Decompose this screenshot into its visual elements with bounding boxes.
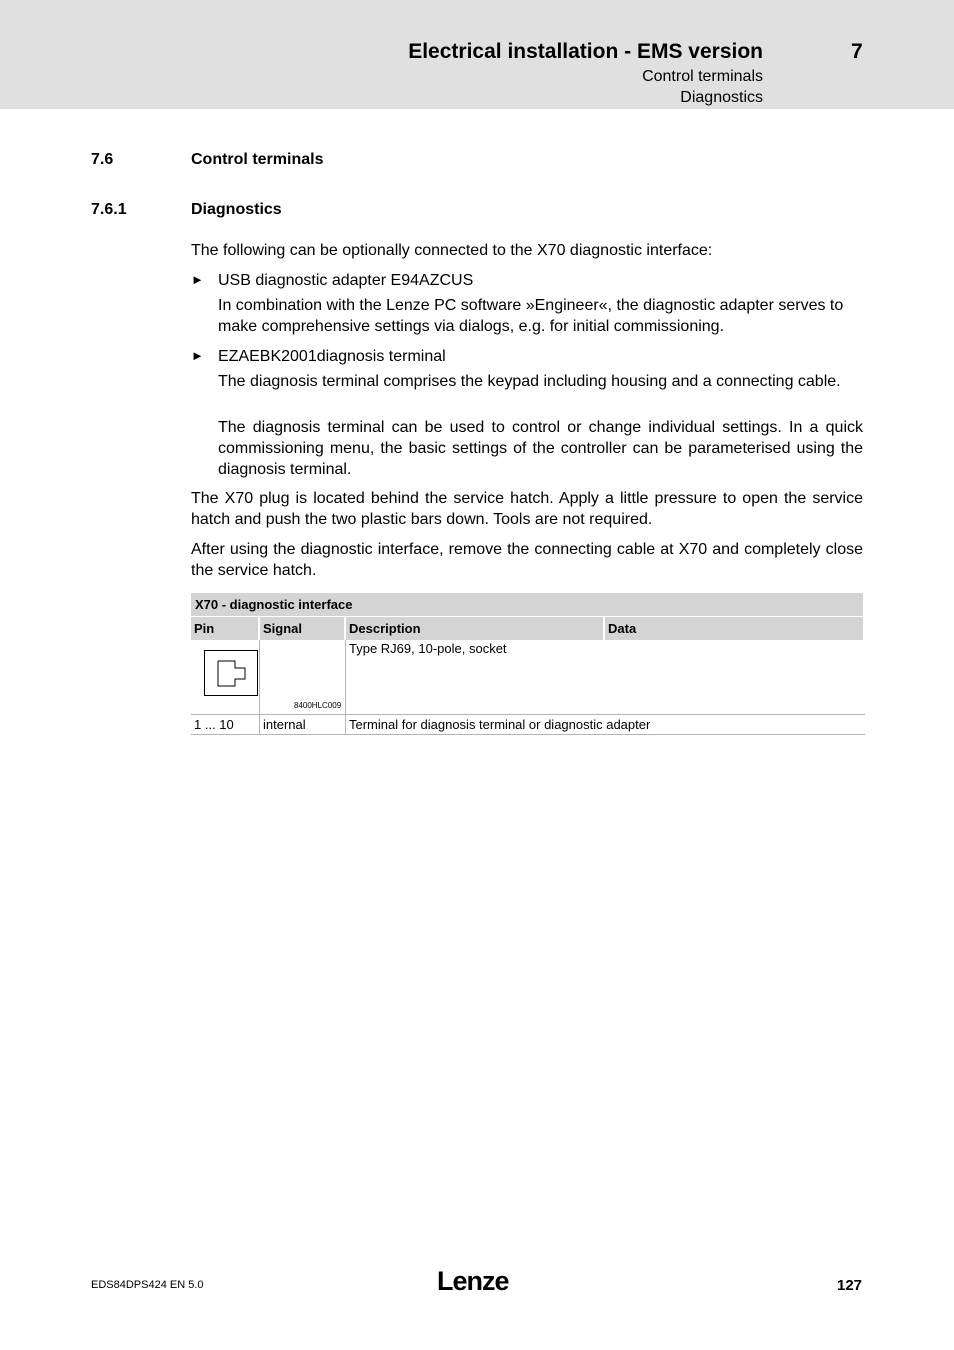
row-divider [191, 734, 865, 735]
paragraph-x70-plug: The X70 plug is located behind the service hatch. Apply a little pressure to open the service hatch and push the two plastic bars down. Tools are not required. [191, 490, 863, 528]
header-subtitle-2: Diagnostics [680, 89, 763, 106]
subsection-number: 7.6.1 [91, 201, 127, 218]
description-cell: Terminal for diagnosis terminal or diagnostic adapter [349, 717, 651, 732]
section-number: 7.6 [91, 151, 114, 168]
bullet-desc-terminal-2: The diagnosis terminal can be used to control or change individual settings. In a quick commissioning menu, the basic settings of the controller can be parameterised using the diagnosis terminal. [218, 419, 863, 478]
intro-paragraph: The following can be optionally connected to the X70 diagnostic interface: [191, 242, 713, 259]
column-header-data: Data [605, 617, 863, 640]
column-header-pin: Pin [191, 617, 258, 640]
column-header-signal: Signal [260, 617, 344, 640]
rj69-socket-icon [204, 650, 258, 696]
subsection-title: Diagnostics [191, 201, 282, 218]
page-number: 127 [837, 1277, 863, 1294]
table-title: X70 - diagnostic interface [195, 597, 353, 612]
section-title: Control terminals [191, 151, 324, 168]
paragraph-after-use: After using the diagnostic interface, remove the connecting cable at X70 and completely close the service hatch. [191, 541, 863, 579]
image-code-label: 8400HLC009 [294, 701, 342, 710]
socket-type-text: Type RJ69, 10-pole, socket [349, 641, 507, 656]
chapter-number: 7 [851, 40, 863, 63]
column-header-description: Description [346, 617, 603, 640]
column-divider [345, 640, 346, 735]
column-divider [259, 640, 260, 735]
lenze-logo: Lenze [437, 1266, 509, 1296]
bullet-desc-terminal-1: The diagnosis terminal comprises the keypad including housing and a connecting cable. [218, 373, 841, 390]
bullet-item-usb-adapter: USB diagnostic adapter E94AZCUS [218, 272, 474, 289]
header-band [0, 0, 954, 109]
row-divider [191, 714, 865, 715]
table-title-bar [191, 593, 863, 616]
bullet-arrow-icon: ► [191, 272, 204, 287]
signal-cell: internal [263, 717, 306, 732]
header-subtitle-1: Control terminals [642, 68, 763, 85]
chapter-title: Electrical installation - EMS version [408, 40, 763, 63]
bullet-arrow-icon: ► [191, 348, 204, 363]
pin-cell: 1 ... 10 [194, 717, 234, 732]
bullet-desc-usb-adapter: In combination with the Lenze PC software »Engineer«, the diagnostic adapter serves to make comprehensive settings via dialogs, e.g. for initial commissioning. [218, 297, 844, 335]
footer-document-id: EDS84DPS424 EN 5.0 [91, 1279, 204, 1291]
bullet-item-diagnosis-terminal: EZAEBK2001diagnosis terminal [218, 348, 446, 365]
